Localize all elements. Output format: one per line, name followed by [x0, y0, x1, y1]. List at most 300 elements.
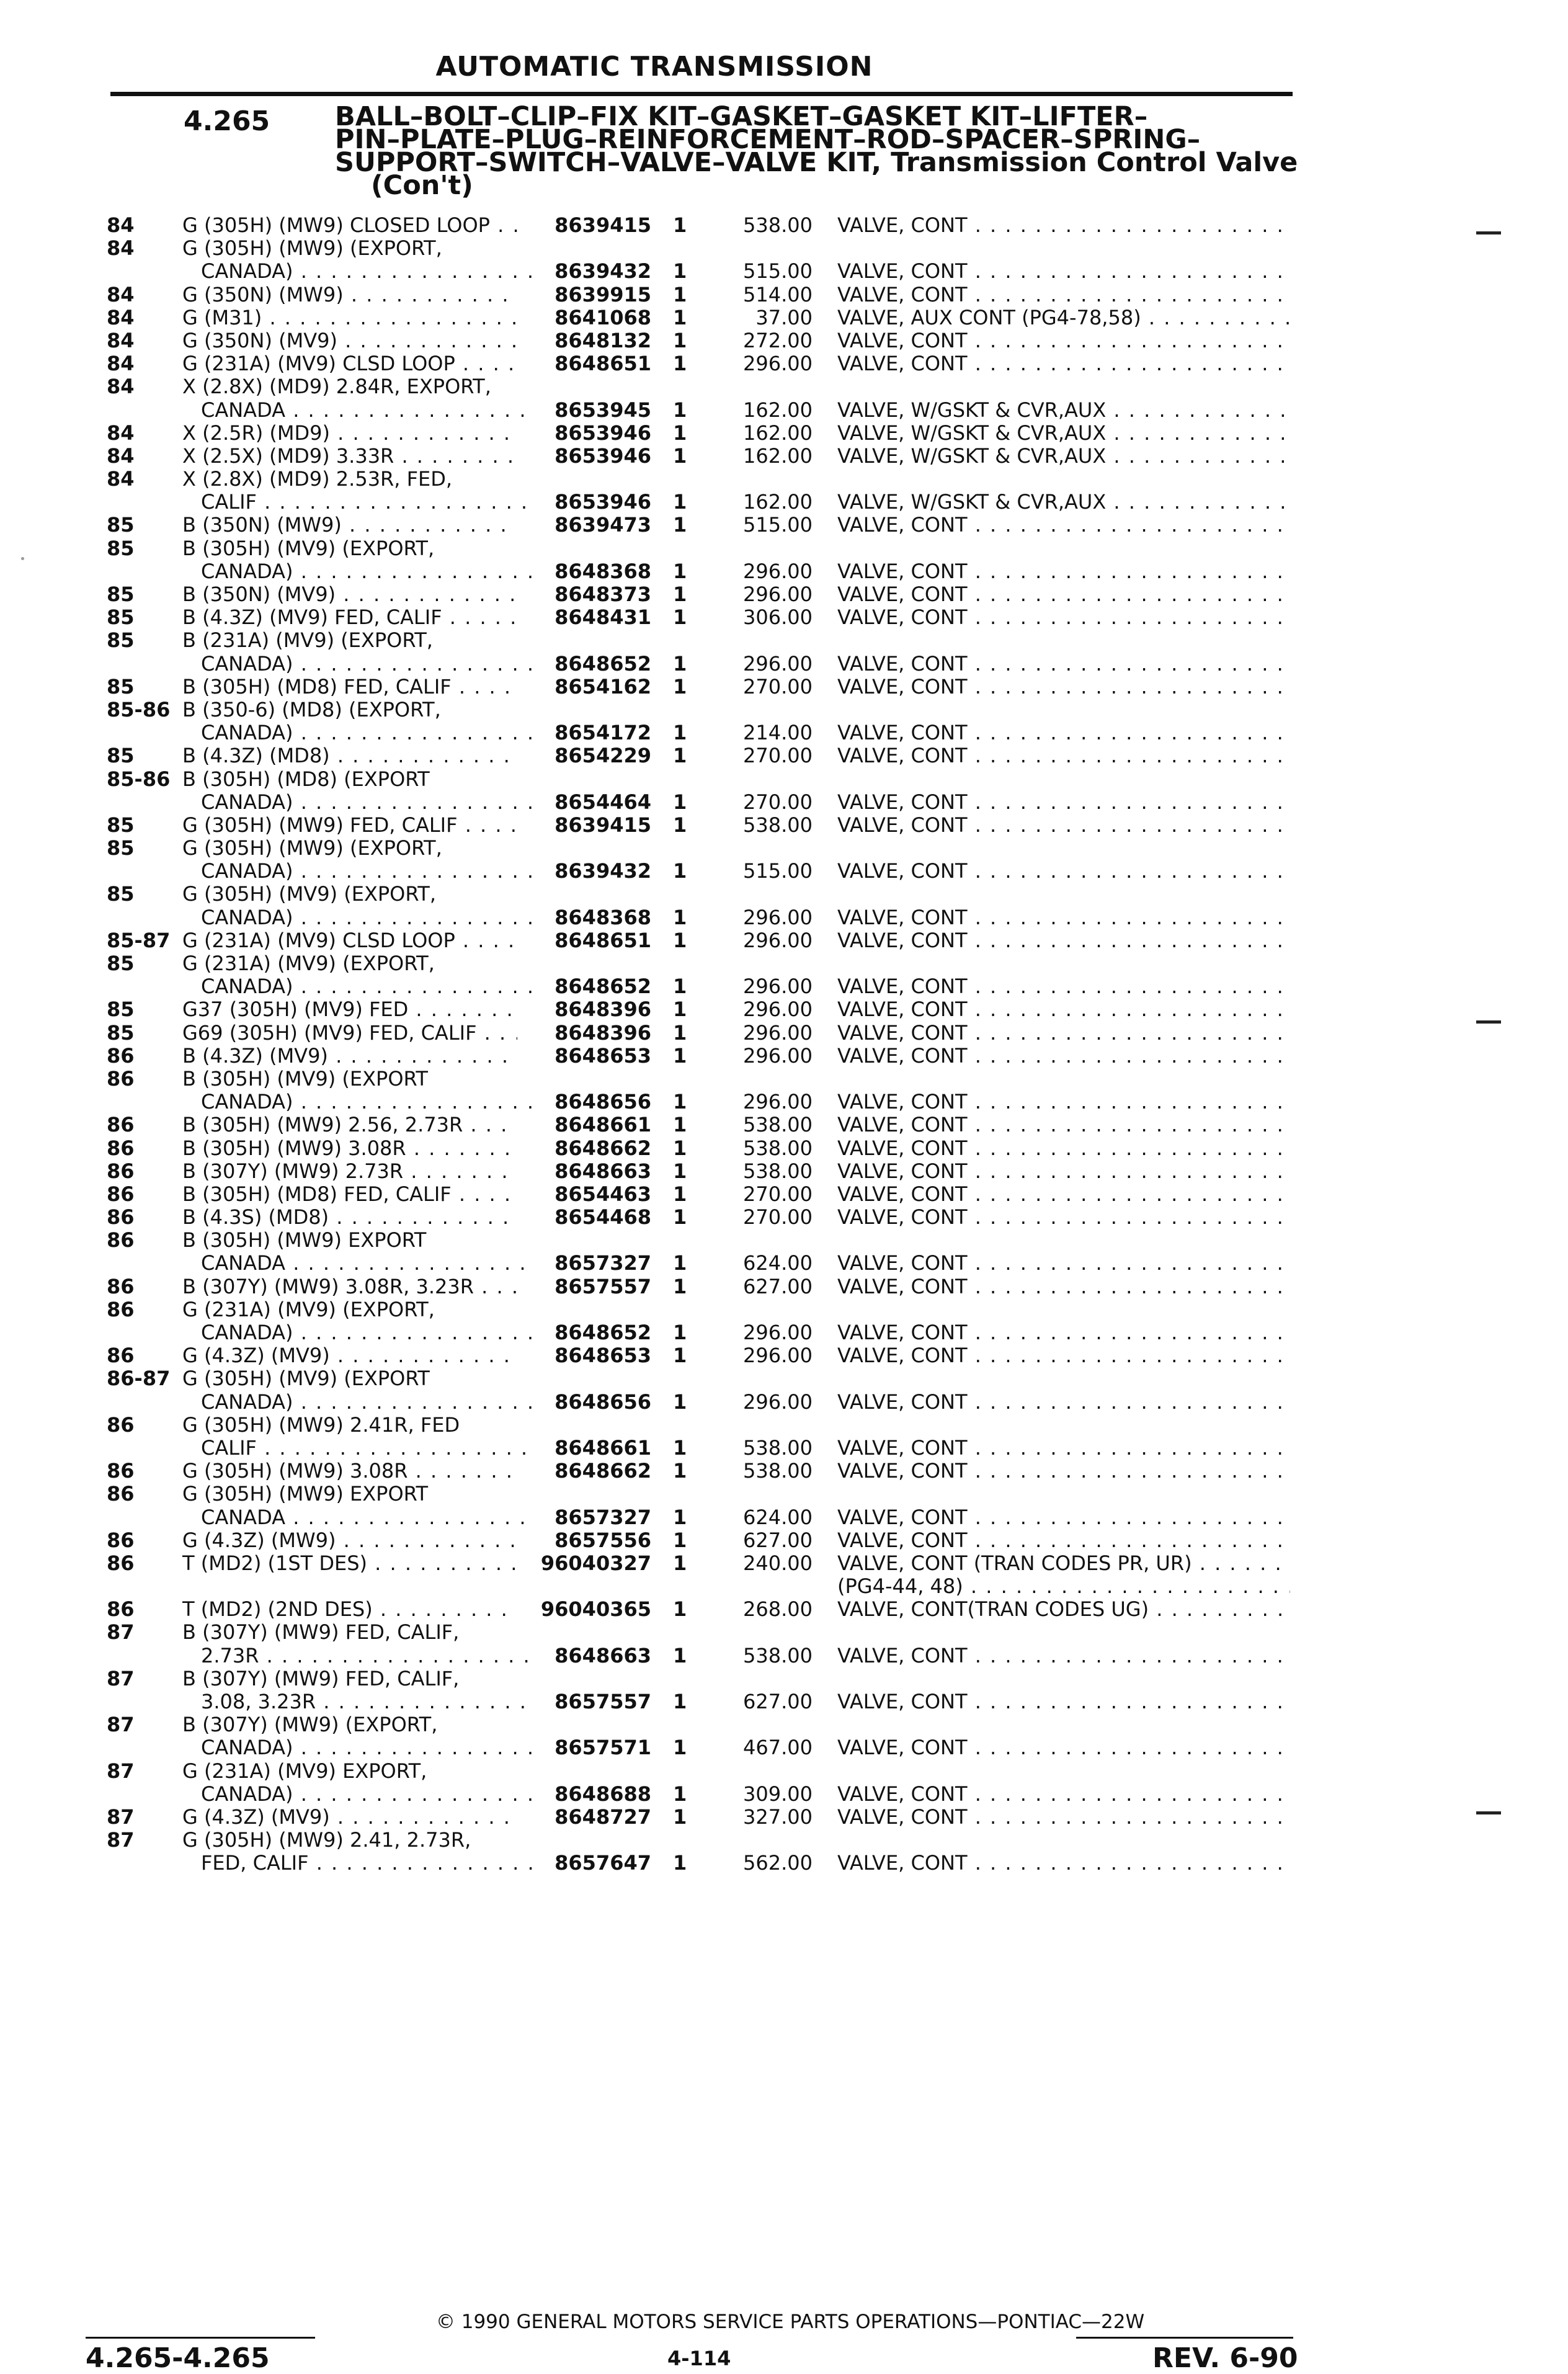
quantity: 1	[673, 651, 687, 676]
part-name: VALVE, CONT . . .	[837, 1437, 1290, 1460]
model-year: 85	[107, 813, 135, 837]
model-year: 86	[107, 1412, 135, 1437]
footer-revision: REV. 6-90	[1152, 2342, 1298, 2374]
list-price: 538.00	[743, 813, 813, 837]
list-price: 627.00	[743, 1690, 813, 1713]
quantity: 1	[673, 674, 687, 698]
part-name: VALVE, CONT . . .	[837, 814, 1290, 837]
model-year: 84	[107, 444, 135, 468]
part-number: 8648368	[555, 905, 651, 929]
application-description: G (305H) (MW9) (EXPORT,	[182, 237, 442, 261]
part-name: VALVE, CONT . . .	[837, 906, 1290, 929]
application-description: B (307Y) (MW9) FED, CALIF,	[182, 1667, 460, 1690]
quantity: 1	[673, 421, 687, 445]
parts-row	[0, 1091, 1568, 1113]
list-price: 296.00	[743, 1390, 813, 1414]
quantity: 1	[673, 859, 687, 883]
quantity: 1	[673, 1344, 687, 1368]
part-name: VALVE, CONT . . .	[837, 1183, 1290, 1206]
list-price: 162.00	[743, 398, 813, 422]
part-name: VALVE, CONT . . .	[837, 606, 1290, 629]
application-description: G (305H) (MV9) (EXPORT,	[182, 883, 436, 906]
footer-page-number: 4-114	[667, 2347, 731, 2370]
parts-row	[0, 906, 1568, 929]
parts-row	[0, 1852, 1568, 1875]
part-name: VALVE, CONT . . .	[837, 1137, 1290, 1160]
part-number: 96040365	[540, 1597, 651, 1622]
application-description: G (350N) (MW9) . . .	[182, 283, 517, 306]
application-description: B (350-6) (MD8) (EXPORT,	[182, 698, 441, 721]
list-price: 538.00	[743, 1459, 813, 1483]
list-price: 296.00	[743, 352, 813, 376]
part-number: 8648662	[555, 1136, 651, 1160]
model-year: 87	[107, 1666, 135, 1690]
list-price: 296.00	[743, 928, 813, 952]
model-year: 85	[107, 952, 135, 975]
quantity: 1	[673, 582, 687, 606]
part-name: VALVE, CONT . . .	[837, 352, 1290, 375]
list-price: 306.00	[743, 605, 813, 630]
list-price: 538.00	[743, 213, 813, 237]
parts-row	[0, 214, 1568, 237]
model-year: 86	[107, 1528, 135, 1552]
parts-row	[0, 1344, 1568, 1367]
list-price: 296.00	[743, 975, 813, 999]
part-number: 8657647	[555, 1851, 651, 1875]
list-price: 515.00	[743, 859, 813, 883]
parts-row	[0, 1690, 1568, 1713]
header-rule	[110, 92, 1293, 96]
application-description: G (4.3Z) (MV9) . . .	[182, 1344, 517, 1367]
part-name: VALVE, CONT . . .	[837, 1736, 1290, 1759]
model-year: 86	[107, 1551, 135, 1575]
part-name: VALVE, CONT . . .	[837, 721, 1290, 744]
application-description: CANADA) . . .	[201, 260, 536, 283]
part-number: 8639432	[555, 259, 651, 283]
model-year: 85-87	[107, 928, 171, 952]
model-year: 86	[107, 1182, 135, 1206]
model-year: 87	[107, 1713, 135, 1737]
part-name: VALVE, CONT . . .	[837, 998, 1290, 1021]
parts-list	[0, 214, 1568, 1875]
model-year: 86	[107, 1597, 135, 1622]
model-year: 84	[107, 282, 135, 306]
part-name: VALVE, CONT . . .	[837, 1091, 1290, 1113]
model-year: 85	[107, 882, 135, 906]
application-description: CANADA) . . .	[201, 791, 536, 814]
model-year: 86	[107, 1043, 135, 1068]
application-description: CANADA) . . .	[201, 906, 536, 929]
list-price: 296.00	[743, 905, 813, 929]
quantity: 1	[673, 605, 687, 630]
application-description: B (305H) (MD8) (EXPORT	[182, 767, 430, 791]
application-description: B (350N) (MW9) . . .	[182, 514, 517, 537]
model-year: 85	[107, 1020, 135, 1045]
application-description: CANADA) . . .	[201, 721, 536, 744]
list-price: 538.00	[743, 1159, 813, 1183]
model-year: 86	[107, 1159, 135, 1183]
part-number: 8639915	[555, 282, 651, 306]
part-number: 8657571	[555, 1736, 651, 1760]
parts-row	[0, 698, 1568, 721]
quantity: 1	[673, 213, 687, 237]
application-description: CANADA) . . .	[201, 860, 536, 883]
quantity: 1	[673, 1597, 687, 1622]
model-year: 86	[107, 1459, 135, 1483]
list-price: 538.00	[743, 1136, 813, 1160]
parts-row	[0, 676, 1568, 698]
part-name: VALVE, CONT . . .	[837, 1160, 1290, 1183]
part-number: 8639415	[555, 813, 651, 837]
application-description: B (231A) (MV9) (EXPORT,	[182, 629, 433, 653]
parts-row	[0, 1414, 1568, 1437]
parts-row	[0, 629, 1568, 652]
part-number: 8648661	[555, 1435, 651, 1460]
application-description: B (305H) (MW9) 2.56, 2.73R . . .	[182, 1113, 517, 1136]
model-year: 87	[107, 1805, 135, 1829]
model-year: 86	[107, 1344, 135, 1368]
list-price: 270.00	[743, 1205, 813, 1229]
list-price: 162.00	[743, 421, 813, 445]
parts-row	[0, 583, 1568, 606]
parts-row	[0, 975, 1568, 998]
part-number: 8653946	[555, 421, 651, 445]
part-number: 8654464	[555, 790, 651, 814]
part-name: VALVE, CONT . . .	[837, 1045, 1290, 1068]
parts-row	[0, 998, 1568, 1021]
part-number: 8657556	[555, 1528, 651, 1552]
list-price: 309.00	[743, 1782, 813, 1806]
model-year: 86	[107, 1228, 135, 1252]
application-description: G (305H) (MW9) 3.08R . . .	[182, 1460, 517, 1483]
part-name: VALVE, W/GSKT & CVR,AUX . . .	[837, 399, 1290, 422]
application-description: G37 (305H) (MV9) FED . . .	[182, 998, 517, 1021]
parts-row	[0, 399, 1568, 422]
part-name: VALVE, CONT . . .	[837, 214, 1290, 237]
application-description: G (231A) (MV9) (EXPORT,	[182, 952, 435, 975]
parts-row	[0, 1529, 1568, 1552]
part-number: 8648652	[555, 651, 651, 676]
model-year: 86	[107, 1205, 135, 1229]
model-year: 84	[107, 421, 135, 445]
application-description: B (305H) (MD8) FED, CALIF . . .	[182, 1183, 517, 1206]
quantity: 1	[673, 328, 687, 352]
model-year: 86	[107, 1066, 135, 1091]
model-year: 85	[107, 674, 135, 698]
model-year: 85	[107, 997, 135, 1022]
part-name: VALVE, CONT . . .	[837, 260, 1290, 283]
list-price: 240.00	[743, 1551, 813, 1575]
part-number: 8653945	[555, 398, 651, 422]
application-description: G69 (305H) (MV9) FED, CALIF . . .	[182, 1022, 517, 1045]
part-name: VALVE, CONT . . .	[837, 929, 1290, 952]
parts-row	[0, 1367, 1568, 1390]
list-price: 624.00	[743, 1251, 813, 1275]
part-number: 8639473	[555, 513, 651, 537]
parts-row	[0, 1806, 1568, 1829]
application-description: B (4.3Z) (MD8) . . .	[182, 744, 517, 767]
application-description: G (4.3Z) (MV9) . . .	[182, 1806, 517, 1829]
application-description: X (2.5R) (MD9) . . .	[182, 422, 517, 445]
parts-row	[0, 883, 1568, 906]
part-number: 8657327	[555, 1505, 651, 1529]
part-number: 8648656	[555, 1090, 651, 1114]
parts-row	[0, 468, 1568, 491]
part-name: VALVE, CONT . . .	[837, 1506, 1290, 1529]
quantity: 1	[673, 513, 687, 537]
parts-row	[0, 1437, 1568, 1460]
application-description: CANADA . . .	[201, 1506, 536, 1529]
parts-row	[0, 1575, 1568, 1598]
application-description: B (305H) (MW9) EXPORT	[182, 1229, 427, 1252]
part-number: 8654172	[555, 721, 651, 745]
application-description: B (305H) (MV9) (EXPORT,	[182, 537, 435, 560]
model-year: 85-86	[107, 697, 171, 721]
application-description: T (MD2) (1ST DES) . . .	[182, 1552, 517, 1575]
part-number: 8654468	[555, 1205, 651, 1229]
part-name: VALVE, CONT . . .	[837, 653, 1290, 676]
part-number: 8648653	[555, 1344, 651, 1368]
list-price: 162.00	[743, 444, 813, 468]
part-number: 8648132	[555, 328, 651, 352]
list-price: 515.00	[743, 513, 813, 537]
part-number: 8648396	[555, 1020, 651, 1045]
quantity: 1	[673, 1274, 687, 1298]
list-price: 272.00	[743, 328, 813, 352]
application-description: T (MD2) (2ND DES) . . .	[182, 1598, 517, 1621]
application-description: B (307Y) (MW9) (EXPORT,	[182, 1713, 438, 1737]
parts-row	[0, 329, 1568, 352]
parts-row	[0, 1460, 1568, 1483]
model-year: 86	[107, 1274, 135, 1298]
list-price: 270.00	[743, 744, 813, 768]
parts-row	[0, 791, 1568, 814]
part-name: VALVE, CONT . . .	[837, 860, 1290, 883]
model-year: 84	[107, 328, 135, 352]
parts-row	[0, 1160, 1568, 1183]
quantity: 1	[673, 490, 687, 514]
margin-tick-mark	[1476, 1811, 1501, 1814]
application-description: CANADA) . . .	[201, 560, 536, 583]
quantity: 1	[673, 744, 687, 768]
list-price: 296.00	[743, 997, 813, 1022]
model-year: 85	[107, 744, 135, 768]
list-price: 37.00	[755, 305, 813, 329]
parts-row	[0, 1644, 1568, 1667]
part-name: VALVE, CONT . . .	[837, 560, 1290, 583]
model-year: 86	[107, 1482, 135, 1506]
part-number: 8657557	[555, 1690, 651, 1713]
parts-row	[0, 952, 1568, 975]
parts-row	[0, 1229, 1568, 1252]
footer-rule-left	[86, 2337, 315, 2339]
application-description: G (305H) (MW9) EXPORT	[182, 1483, 429, 1506]
parts-row	[0, 721, 1568, 744]
part-name: VALVE, CONT . . .	[837, 1529, 1290, 1552]
parts-row	[0, 860, 1568, 883]
application-description: G (M31) . . .	[182, 306, 517, 329]
footer-rule-right	[1076, 2337, 1293, 2339]
model-year: 85	[107, 836, 135, 860]
model-year: 86	[107, 1136, 135, 1160]
model-year: 84	[107, 213, 135, 237]
part-number: 8648396	[555, 997, 651, 1022]
part-number: 8653946	[555, 490, 651, 514]
part-number: 8648661	[555, 1113, 651, 1137]
quantity: 1	[673, 1043, 687, 1068]
list-price: 538.00	[743, 1643, 813, 1667]
quantity: 1	[673, 1020, 687, 1045]
list-price: 627.00	[743, 1528, 813, 1552]
application-description: CANADA) . . .	[201, 653, 536, 676]
parts-row	[0, 491, 1568, 514]
quantity: 1	[673, 1505, 687, 1529]
application-description: B (350N) (MV9) . . .	[182, 583, 517, 606]
parts-row	[0, 1206, 1568, 1229]
model-year: 84	[107, 305, 135, 329]
model-year: 86	[107, 1297, 135, 1321]
application-description: CANADA . . .	[201, 399, 536, 422]
model-year: 85	[107, 605, 135, 630]
application-description: B (307Y) (MW9) FED, CALIF,	[182, 1621, 460, 1644]
part-name: VALVE, CONT . . .	[837, 283, 1290, 306]
parts-row	[0, 768, 1568, 791]
quantity: 1	[673, 1251, 687, 1275]
list-price: 270.00	[743, 790, 813, 814]
parts-row	[0, 1667, 1568, 1690]
quantity: 1	[673, 1805, 687, 1829]
model-year: 85	[107, 536, 135, 560]
application-description: B (4.3Z) (MV9) FED, CALIF . . .	[182, 606, 517, 629]
part-name: VALVE, CONT . . .	[837, 1206, 1290, 1229]
parts-row	[0, 1506, 1568, 1529]
part-number: 8657327	[555, 1251, 651, 1275]
part-number: 8654162	[555, 674, 651, 698]
quantity: 1	[673, 721, 687, 745]
model-year: 84	[107, 467, 135, 491]
application-description: B (307Y) (MW9) 2.73R . . .	[182, 1160, 517, 1183]
list-price: 270.00	[743, 1182, 813, 1206]
parts-row	[0, 352, 1568, 375]
application-description: G (305H) (MW9) CLOSED LOOP . . .	[182, 214, 517, 237]
application-description: B (4.3Z) (MV9) . . .	[182, 1045, 517, 1068]
application-description: G (305H) (MW9) 2.41, 2.73R,	[182, 1829, 471, 1852]
parts-row	[0, 814, 1568, 837]
parts-row	[0, 1045, 1568, 1068]
parts-row	[0, 1621, 1568, 1644]
part-name: VALVE, CONT . . .	[837, 1344, 1290, 1367]
application-description: CANADA) . . .	[201, 1736, 536, 1759]
application-description: G (231A) (MV9) CLSD LOOP . . .	[182, 352, 517, 375]
list-price: 296.00	[743, 651, 813, 676]
quantity: 1	[673, 997, 687, 1022]
list-price: 296.00	[743, 1344, 813, 1368]
part-name: VALVE, W/GSKT & CVR,AUX . . .	[837, 422, 1290, 445]
part-name: VALVE, W/GSKT & CVR,AUX . . .	[837, 445, 1290, 468]
parts-row	[0, 1275, 1568, 1298]
quantity: 1	[673, 1113, 687, 1137]
parts-row	[0, 422, 1568, 445]
parts-row	[0, 837, 1568, 860]
application-description: G (305H) (MW9) (EXPORT,	[182, 837, 442, 860]
application-description: CANADA) . . .	[201, 1783, 536, 1806]
part-name: VALVE, CONT . . .	[837, 1460, 1290, 1483]
parts-row	[0, 237, 1568, 260]
quantity: 1	[673, 305, 687, 329]
application-description: B (305H) (MV9) (EXPORT	[182, 1067, 428, 1091]
parts-row	[0, 1713, 1568, 1736]
part-number: 8653946	[555, 444, 651, 468]
part-name: VALVE, CONT . . .	[837, 1022, 1290, 1045]
part-number: 8648656	[555, 1390, 651, 1414]
quantity: 1	[673, 905, 687, 929]
part-name: VALVE, CONT . . .	[837, 1690, 1290, 1713]
parts-row	[0, 1113, 1568, 1136]
part-name: VALVE, CONT . . .	[837, 744, 1290, 767]
parts-row	[0, 560, 1568, 583]
part-name: VALVE, CONT . . .	[837, 1644, 1290, 1667]
quantity: 1	[673, 398, 687, 422]
parts-row	[0, 375, 1568, 398]
quantity: 1	[673, 1321, 687, 1344]
list-price: 624.00	[743, 1505, 813, 1529]
parts-row	[0, 1183, 1568, 1206]
list-price: 514.00	[743, 282, 813, 306]
list-price: 296.00	[743, 1020, 813, 1045]
parts-row	[0, 1783, 1568, 1806]
application-description: G (350N) (MV9) . . .	[182, 329, 517, 352]
part-number: 8648651	[555, 352, 651, 376]
list-price: 562.00	[743, 1851, 813, 1875]
list-price: 515.00	[743, 259, 813, 283]
part-name: VALVE, CONT . . .	[837, 1806, 1290, 1829]
list-price: 538.00	[743, 1113, 813, 1137]
parts-row	[0, 306, 1568, 329]
application-description: CALIF . . .	[201, 1437, 536, 1460]
quantity: 1	[673, 282, 687, 306]
application-description: G (305H) (MW9) 2.41R, FED	[182, 1413, 460, 1437]
part-number: 8654229	[555, 744, 651, 768]
application-description: G (305H) (MV9) (EXPORT	[182, 1367, 430, 1391]
quantity: 1	[673, 1643, 687, 1667]
parts-row	[0, 1552, 1568, 1575]
part-name: VALVE, CONT (TRAN CODES PR, UR) . . .	[837, 1552, 1290, 1575]
quantity: 1	[673, 1390, 687, 1414]
list-price: 327.00	[743, 1805, 813, 1829]
part-number: 8639432	[555, 859, 651, 883]
part-number: 8654463	[555, 1182, 651, 1206]
application-description: CANADA) . . .	[201, 1391, 536, 1414]
quantity: 1	[673, 1159, 687, 1183]
application-description: B (305H) (MW9) 3.08R . . .	[182, 1137, 517, 1160]
list-price: 296.00	[743, 559, 813, 583]
application-description: X (2.5X) (MD9) 3.33R . . .	[182, 445, 517, 468]
parts-row	[0, 744, 1568, 767]
part-name: VALVE, CONT . . .	[837, 791, 1290, 814]
quantity: 1	[673, 975, 687, 999]
parts-row	[0, 1483, 1568, 1506]
part-name: VALVE, W/GSKT & CVR,AUX . . .	[837, 491, 1290, 514]
model-year: 85-86	[107, 767, 171, 791]
parts-row	[0, 653, 1568, 676]
parts-row	[0, 606, 1568, 629]
list-price: 162.00	[743, 490, 813, 514]
application-description: CANADA) . . .	[201, 1321, 536, 1344]
part-number: 8648727	[555, 1805, 651, 1829]
parts-row	[0, 1760, 1568, 1783]
model-year: 85	[107, 513, 135, 537]
part-number: 8657557	[555, 1274, 651, 1298]
